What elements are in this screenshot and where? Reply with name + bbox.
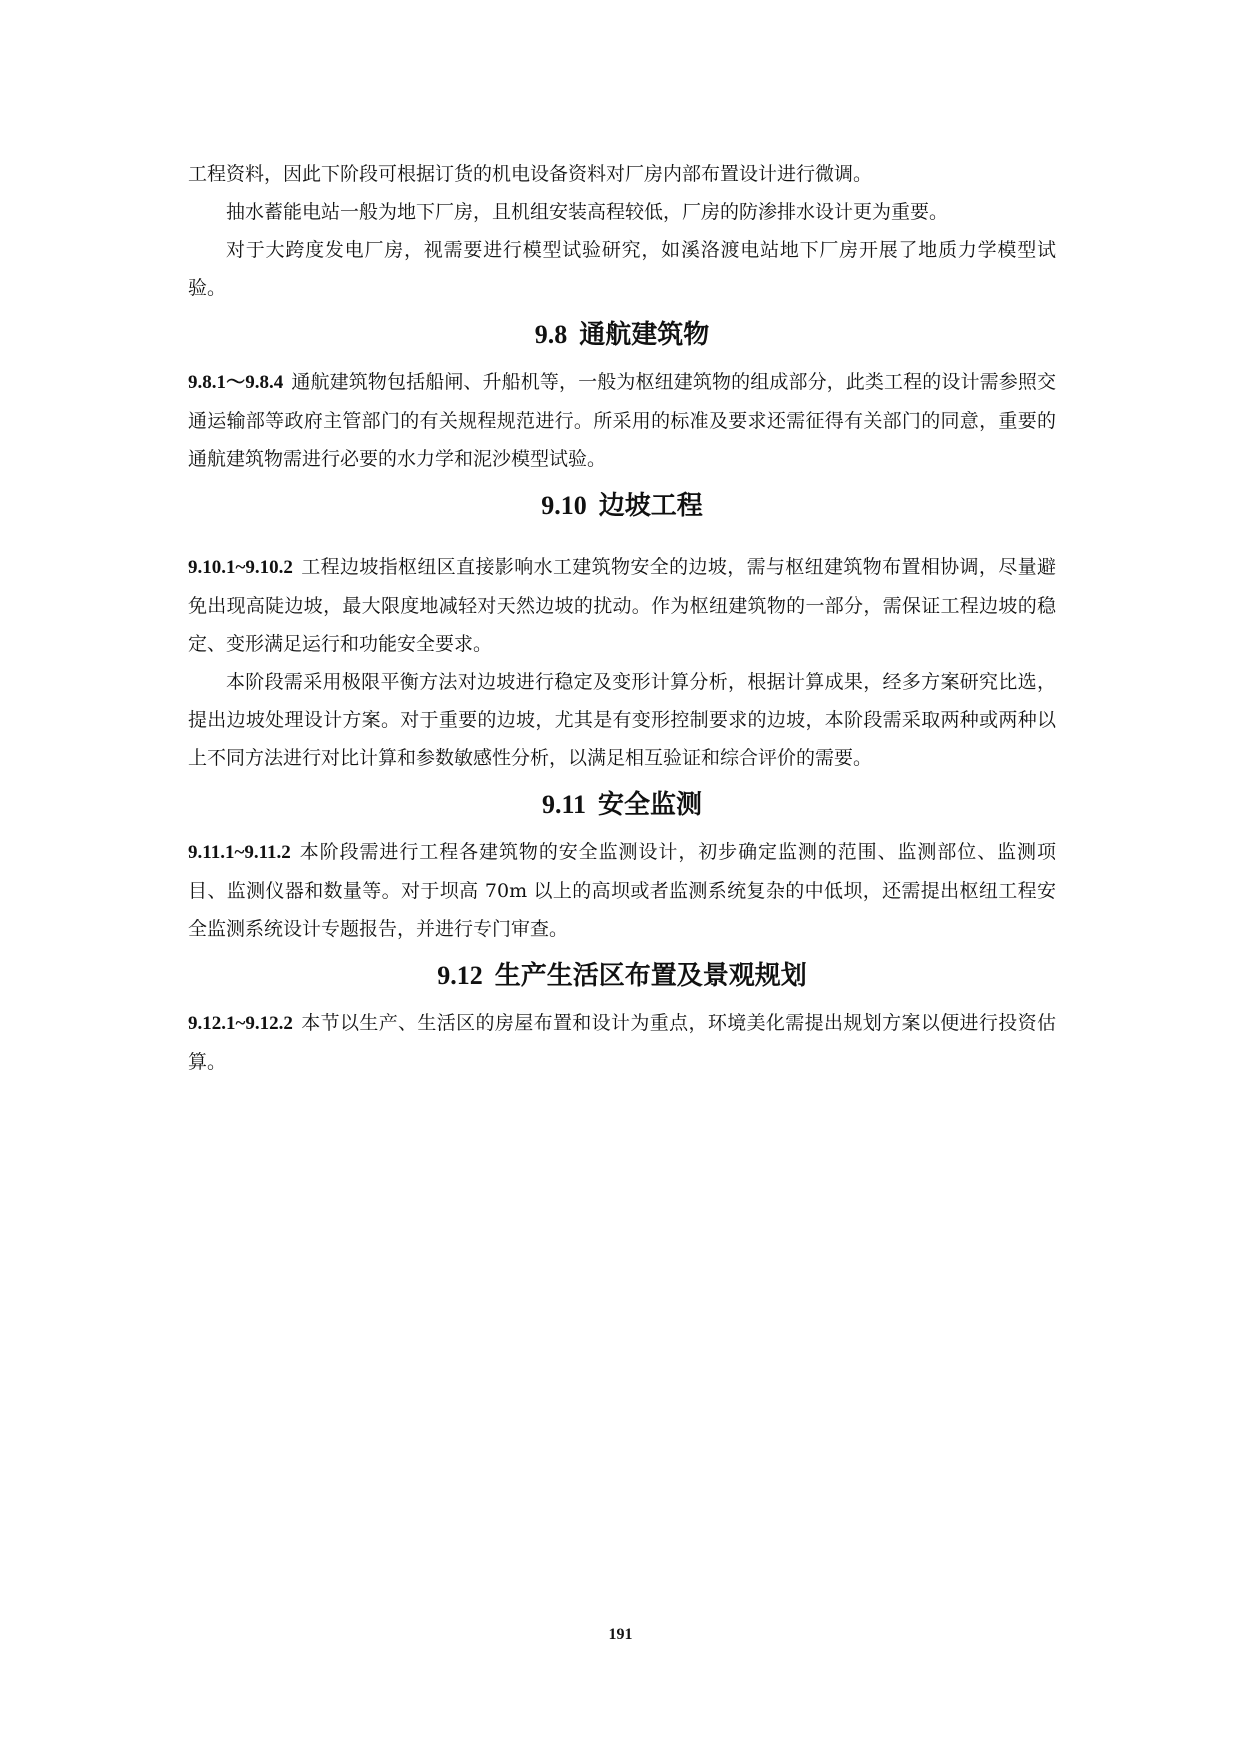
clause-text: 本阶段需进行工程各建筑物的安全监测设计，初步确定监测的范围、监测部位、监测项目、监测仪器和数量等。对于坝高 70m 以上的高坝或者监测系统复杂的中低坝，还需提出枢纽工程安全监测系统设计专题报告，并进行专门审查。: [188, 841, 1056, 940]
clause-text: 通航建筑物包括船闸、升船机等，一般为枢纽建筑物的组成部分，此类工程的设计需参照交通运输部等政府主管部门的有关规程规范进行。所采用的标准及要求还需征得有关部门的同意，重要的通航建筑物需进行必要的水力学和泥沙模型试验。: [188, 371, 1056, 470]
clause-paragraph-9-10: [188, 548, 1056, 663]
section-title: 生产生活区布置及景观规划: [494, 961, 807, 991]
paragraph-9-10-2: 本阶段需采用极限平衡方法对边坡进行稳定及变形计算分析，根据计算成果，经多方案研究比选，提出边坡处理设计方案。对于重要的边坡，尤其是有变形控制要求的边坡，本阶段需采取两种或两种以上不同方法进行对比计算和参数敏感性分析，以满足相互验证和综合评价的需要。: [188, 671, 1056, 769]
section-title: 安全监测: [598, 790, 703, 820]
page-content: [188, 155, 1056, 1081]
clause-text: 本节以生产、生活区的房屋布置和设计为重点，环境美化需提出规划方案以便进行投资估算。: [188, 1012, 1056, 1073]
clause-paragraph-9-8: [188, 363, 1056, 478]
clause-number: 9.11.1~9.11.2: [188, 842, 291, 863]
clause-text: 工程边坡指枢纽区直接影响水工建筑物安全的边坡，需与枢纽建筑物布置相协调，尽量避免出现高陡边坡，最大限度地减轻对天然边坡的扰动。作为枢纽建筑物的一部分，需保证工程边坡的稳定、变形满足运行和功能安全要求。: [188, 556, 1056, 655]
section-title: 通航建筑物: [579, 320, 710, 350]
intro-paragraph-3: 对于大跨度发电厂房，视需要进行模型试验研究，如溪洛渡电站地下厂房开展了地质力学模型试验。: [188, 239, 1056, 299]
section-number: 9.12: [437, 961, 483, 990]
clause-paragraph-9-11: [188, 833, 1056, 948]
page-number: 191: [608, 1626, 633, 1643]
section-heading-9-12: [188, 954, 1056, 998]
section-heading-9-8: [188, 313, 1056, 357]
clause-paragraph-9-12: [188, 1004, 1056, 1081]
intro-paragraph-1: 工程资料，因此下阶段可根据订货的机电设备资料对厂房内部布置设计进行微调。: [188, 163, 873, 185]
clause-number: 9.8.1～9.8.4: [188, 372, 284, 393]
section-heading-9-11: [188, 783, 1056, 827]
intro-paragraph-2: 抽水蓄能电站一般为地下厂房，且机组安装高程较低，厂房的防渗排水设计更为重要。: [226, 201, 949, 223]
section-heading-9-10: [188, 484, 1056, 528]
clause-number: 9.10.1~9.10.2: [188, 557, 293, 578]
clause-number: 9.12.1~9.12.2: [188, 1013, 293, 1034]
section-title: 边坡工程: [598, 491, 703, 521]
section-number: 9.8: [534, 320, 568, 349]
section-number: 9.10: [541, 491, 587, 520]
section-number: 9.11: [541, 790, 587, 819]
